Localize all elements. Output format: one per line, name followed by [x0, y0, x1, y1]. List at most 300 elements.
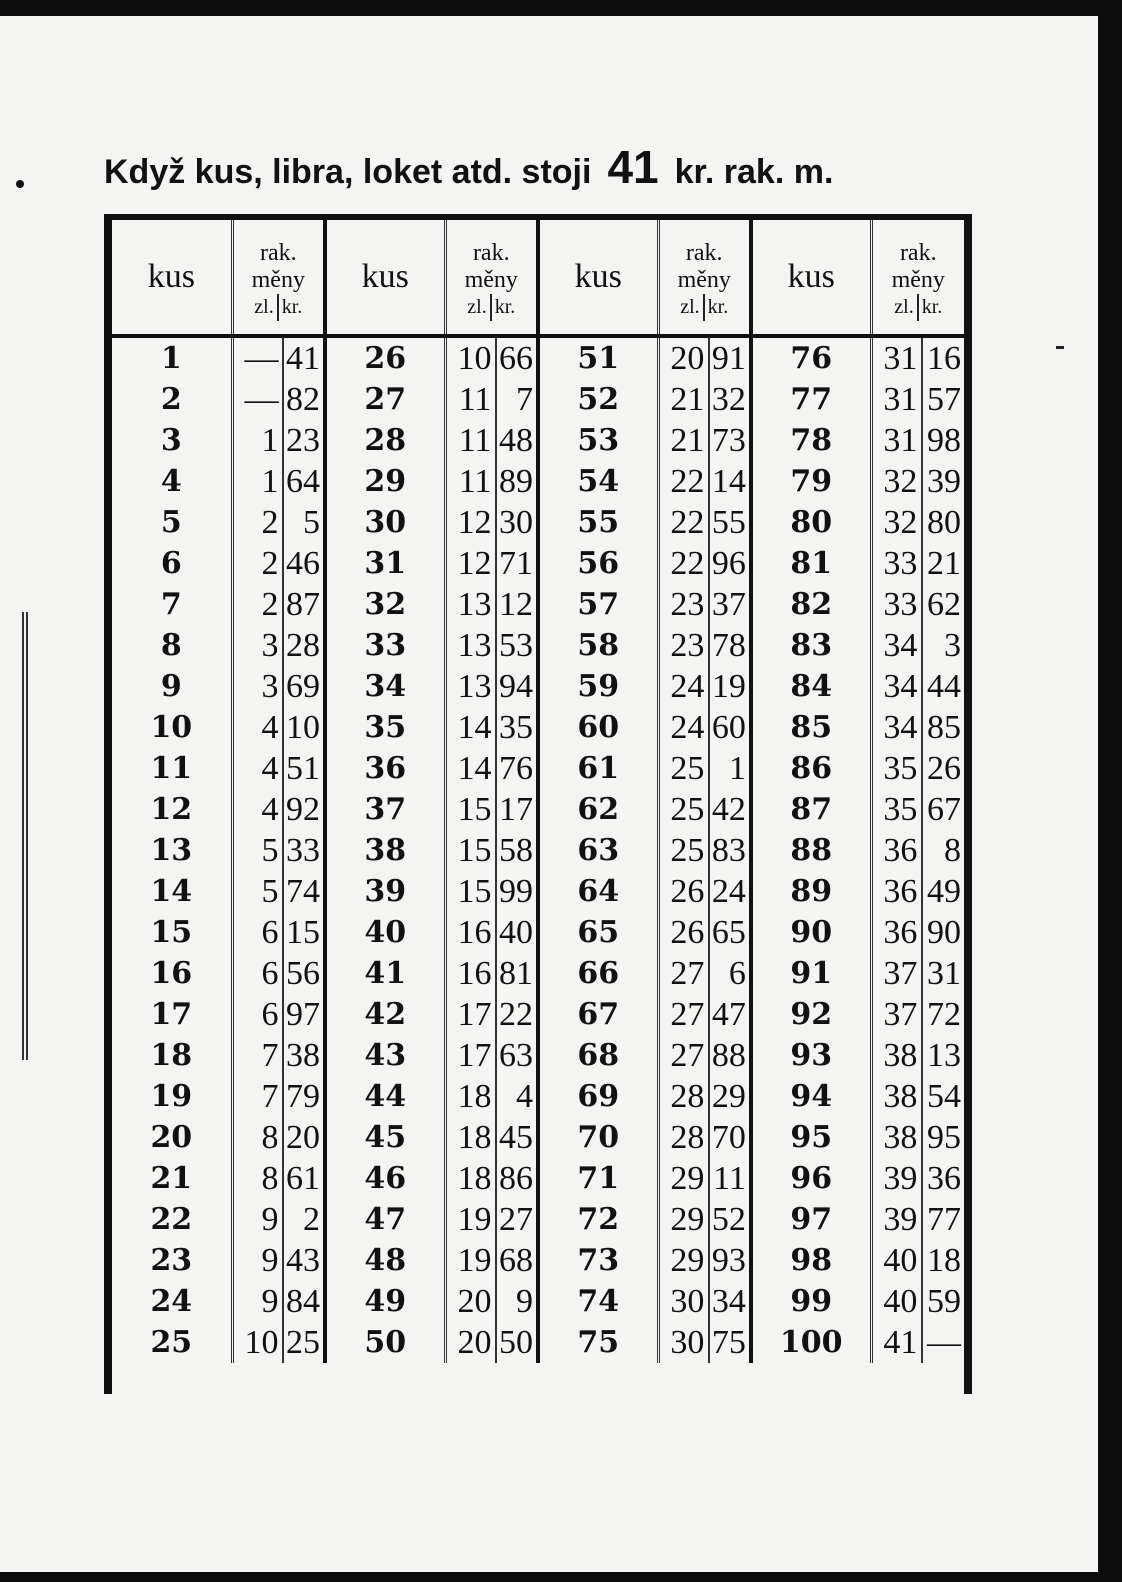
zl-cell: 6 — [232, 994, 283, 1035]
zl-cell: 29 — [658, 1240, 709, 1281]
quantity-cell: 86 — [790, 751, 833, 786]
zl-cell: 27 — [658, 953, 709, 994]
header-kus: kus — [538, 220, 658, 336]
zl-cell: 27 — [658, 1035, 709, 1076]
zl-cell: 21 — [658, 379, 709, 420]
quantity-cell: 20 — [150, 1120, 193, 1155]
quantity-cell: 6 — [160, 546, 182, 581]
zl-cell: 24 — [658, 707, 709, 748]
kr-cell: 30 — [496, 502, 538, 543]
quantity-cell: 40 — [364, 915, 407, 950]
page-title — [104, 140, 984, 192]
kr-cell: 68 — [496, 1240, 538, 1281]
kr-cell: 20 — [283, 1117, 325, 1158]
kr-cell: 92 — [283, 789, 325, 830]
kr-cell: 98 — [922, 420, 964, 461]
kr-cell: 69 — [283, 666, 325, 707]
quantity-cell: 55 — [577, 505, 620, 540]
zl-cell: 28 — [658, 1076, 709, 1117]
header-units — [660, 294, 749, 321]
quantity-cell: 89 — [790, 874, 833, 909]
kr-cell: 78 — [709, 625, 751, 666]
zl-cell: — — [232, 379, 283, 420]
kr-cell: 2 — [283, 1199, 325, 1240]
zl-cell: 18 — [445, 1117, 496, 1158]
zl-cell: 3 — [232, 666, 283, 707]
kr-cell: 94 — [496, 666, 538, 707]
kr-cell: 19 — [709, 666, 751, 707]
zl-cell: 35 — [871, 789, 922, 830]
quantity-cell: 82 — [790, 587, 833, 622]
kr-cell: 59 — [922, 1281, 964, 1322]
title-text-after: kr. rak. m. — [674, 153, 834, 191]
zl-cell: 37 — [871, 953, 922, 994]
zl-cell: 10 — [232, 1322, 283, 1363]
quantity-cell: 100 — [779, 1325, 843, 1360]
quantity-cell: 63 — [577, 833, 620, 868]
quantity-cell: 81 — [790, 546, 833, 581]
kr-cell: 80 — [922, 502, 964, 543]
kr-cell: 86 — [496, 1158, 538, 1199]
kr-cell: 63 — [496, 1035, 538, 1076]
quantity-cell: 12 — [150, 792, 193, 827]
header-meny: měny — [891, 266, 945, 293]
quantity-cell: 87 — [790, 792, 833, 827]
zl-cell: 6 — [232, 912, 283, 953]
table-row — [112, 789, 964, 830]
zl-cell: 34 — [871, 707, 922, 748]
quantity-cell: 79 — [790, 464, 833, 499]
kr-cell: 90 — [922, 912, 964, 953]
table-row — [112, 748, 964, 789]
kr-cell: 70 — [709, 1117, 751, 1158]
table-row — [112, 379, 964, 420]
zl-cell: 22 — [658, 502, 709, 543]
quantity-cell: 2 — [160, 382, 182, 417]
zl-cell: 9 — [232, 1281, 283, 1322]
kr-cell: 3 — [922, 625, 964, 666]
quantity-cell: 26 — [364, 341, 407, 376]
kr-cell: 84 — [283, 1281, 325, 1322]
kr-cell: 1 — [709, 748, 751, 789]
kr-cell: 56 — [283, 953, 325, 994]
zl-cell: 12 — [445, 543, 496, 584]
header-kr: kr. — [494, 295, 516, 318]
header-rak: rak. — [472, 239, 510, 266]
kr-cell: 55 — [709, 502, 751, 543]
kr-cell: 9 — [496, 1281, 538, 1322]
zl-cell: 28 — [658, 1117, 709, 1158]
kr-cell: 14 — [709, 461, 751, 502]
zl-cell: 18 — [445, 1076, 496, 1117]
kr-cell: 8 — [922, 830, 964, 871]
quantity-cell: 77 — [790, 382, 833, 417]
table-row — [112, 461, 964, 502]
kr-cell: 50 — [496, 1322, 538, 1363]
header-meny: měny — [677, 266, 731, 293]
zl-cell: 1 — [232, 420, 283, 461]
zl-cell: 39 — [871, 1158, 922, 1199]
zl-cell: 15 — [445, 789, 496, 830]
quantity-cell: 68 — [577, 1038, 620, 1073]
kr-cell: 53 — [496, 625, 538, 666]
kr-cell: 64 — [283, 461, 325, 502]
title-price: 41 — [607, 141, 659, 193]
quantity-cell: 85 — [790, 710, 833, 745]
zl-cell: 36 — [871, 871, 922, 912]
kr-cell: 61 — [283, 1158, 325, 1199]
quantity-cell: 64 — [577, 874, 620, 909]
quantity-cell: 96 — [790, 1161, 833, 1196]
kr-cell: 25 — [283, 1322, 325, 1363]
zl-cell: 40 — [871, 1281, 922, 1322]
quantity-cell: 80 — [790, 505, 833, 540]
quantity-cell: 5 — [160, 505, 182, 540]
quantity-cell: 38 — [364, 833, 407, 868]
quantity-cell: 62 — [577, 792, 620, 827]
zl-cell: 25 — [658, 789, 709, 830]
quantity-cell: 47 — [364, 1202, 407, 1237]
quantity-cell: 23 — [150, 1243, 193, 1278]
quantity-cell: 9 — [160, 669, 182, 704]
kr-cell: 83 — [709, 830, 751, 871]
zl-cell: 34 — [871, 625, 922, 666]
quantity-cell: 75 — [577, 1325, 620, 1360]
table-row — [112, 502, 964, 543]
zl-cell: 23 — [658, 625, 709, 666]
kr-cell: 24 — [709, 871, 751, 912]
quantity-cell: 72 — [577, 1202, 620, 1237]
kr-cell: 57 — [922, 379, 964, 420]
zl-cell: 35 — [871, 748, 922, 789]
scan-border-right — [1098, 0, 1122, 1582]
quantity-cell: 69 — [577, 1079, 620, 1114]
zl-cell: 32 — [871, 502, 922, 543]
table-row — [112, 666, 964, 707]
table-row — [112, 625, 964, 666]
quantity-cell: 59 — [577, 669, 620, 704]
zl-cell: 22 — [658, 543, 709, 584]
zl-cell: 16 — [445, 912, 496, 953]
zl-cell: 34 — [871, 666, 922, 707]
zl-cell: 20 — [658, 336, 709, 379]
margin-dot — [16, 180, 24, 188]
kr-cell: 87 — [283, 584, 325, 625]
kr-cell: 65 — [709, 912, 751, 953]
quantity-cell: 60 — [577, 710, 620, 745]
table-row — [112, 707, 964, 748]
quantity-cell: 51 — [577, 341, 620, 376]
zl-cell: 16 — [445, 953, 496, 994]
quantity-cell: 76 — [790, 341, 833, 376]
quantity-cell: 93 — [790, 1038, 833, 1073]
quantity-cell: 1 — [160, 341, 182, 376]
zl-cell: 40 — [871, 1240, 922, 1281]
zl-cell: 4 — [232, 707, 283, 748]
zl-cell: 19 — [445, 1240, 496, 1281]
price-table — [112, 220, 964, 1363]
zl-cell: 3 — [232, 625, 283, 666]
zl-cell: 1 — [232, 461, 283, 502]
quantity-cell: 65 — [577, 915, 620, 950]
quantity-cell: 71 — [577, 1161, 620, 1196]
quantity-cell: 24 — [150, 1284, 193, 1319]
quantity-cell: 15 — [150, 915, 193, 950]
kr-cell: 48 — [496, 420, 538, 461]
zl-cell: 8 — [232, 1158, 283, 1199]
zl-cell: 36 — [871, 912, 922, 953]
zl-cell: 9 — [232, 1240, 283, 1281]
kr-cell: 13 — [922, 1035, 964, 1076]
quantity-cell: 74 — [577, 1284, 620, 1319]
header-kus: kus — [751, 220, 871, 336]
zl-cell: 25 — [658, 830, 709, 871]
margin-bracket — [22, 612, 28, 1060]
kr-cell: 72 — [922, 994, 964, 1035]
zl-cell: 5 — [232, 871, 283, 912]
quantity-cell: 18 — [150, 1038, 193, 1073]
header-kus: kus — [325, 220, 445, 336]
table-row — [112, 1240, 964, 1281]
quantity-cell: 84 — [790, 669, 833, 704]
table-row — [112, 912, 964, 953]
kr-cell: 12 — [496, 584, 538, 625]
quantity-cell: 52 — [577, 382, 620, 417]
zl-cell: 13 — [445, 584, 496, 625]
quantity-cell: 49 — [364, 1284, 407, 1319]
quantity-cell: 98 — [790, 1243, 833, 1278]
quantity-cell: 3 — [160, 423, 182, 458]
quantity-cell: 70 — [577, 1120, 620, 1155]
kr-cell: 4 — [496, 1076, 538, 1117]
kr-cell: 95 — [922, 1117, 964, 1158]
zl-cell: 6 — [232, 953, 283, 994]
zl-cell: 15 — [445, 871, 496, 912]
quantity-cell: 91 — [790, 956, 833, 991]
zl-cell: 29 — [658, 1199, 709, 1240]
quantity-cell: 37 — [364, 792, 407, 827]
zl-cell: 20 — [445, 1281, 496, 1322]
zl-cell: 26 — [658, 912, 709, 953]
kr-cell: 41 — [283, 336, 325, 379]
zl-cell: 33 — [871, 584, 922, 625]
header-kr: kr. — [281, 295, 303, 318]
quantity-cell: 99 — [790, 1284, 833, 1319]
zl-cell: 7 — [232, 1035, 283, 1076]
kr-cell: 33 — [283, 830, 325, 871]
kr-cell: 93 — [709, 1240, 751, 1281]
kr-cell: 54 — [922, 1076, 964, 1117]
quantity-cell: 45 — [364, 1120, 407, 1155]
kr-cell: 22 — [496, 994, 538, 1035]
header-meny: měny — [251, 266, 305, 293]
zl-cell: 19 — [445, 1199, 496, 1240]
zl-cell: 18 — [445, 1158, 496, 1199]
kr-cell: 74 — [283, 871, 325, 912]
kr-cell: 81 — [496, 953, 538, 994]
quantity-cell: 97 — [790, 1202, 833, 1237]
zl-cell: 2 — [232, 543, 283, 584]
kr-cell: 40 — [496, 912, 538, 953]
kr-cell: 23 — [283, 420, 325, 461]
header-meny: měny — [464, 266, 518, 293]
kr-cell: 49 — [922, 871, 964, 912]
header-rak: rak. — [685, 239, 723, 266]
kr-cell: 10 — [283, 707, 325, 748]
kr-cell: 79 — [283, 1076, 325, 1117]
zl-cell: 10 — [445, 336, 496, 379]
quantity-cell: 44 — [364, 1079, 407, 1114]
margin-dash — [1056, 346, 1064, 349]
kr-cell: 67 — [922, 789, 964, 830]
quantity-cell: 88 — [790, 833, 833, 868]
kr-cell: 42 — [709, 789, 751, 830]
header-zl: zl. — [677, 294, 704, 321]
quantity-cell: 61 — [577, 751, 620, 786]
quantity-cell: 16 — [150, 956, 193, 991]
zl-cell: 17 — [445, 994, 496, 1035]
kr-cell: 60 — [709, 707, 751, 748]
quantity-cell: 73 — [577, 1243, 620, 1278]
table-row — [112, 953, 964, 994]
quantity-cell: 21 — [150, 1161, 193, 1196]
zl-cell: 39 — [871, 1199, 922, 1240]
quantity-cell: 39 — [364, 874, 407, 909]
kr-cell: 96 — [709, 543, 751, 584]
kr-cell: 62 — [922, 584, 964, 625]
quantity-cell: 13 — [150, 833, 193, 868]
header-rak: rak. — [899, 239, 937, 266]
kr-cell: 44 — [922, 666, 964, 707]
zl-cell: 38 — [871, 1076, 922, 1117]
zl-cell: — — [232, 336, 283, 379]
kr-cell: 91 — [709, 336, 751, 379]
kr-cell: 34 — [709, 1281, 751, 1322]
zl-cell: 31 — [871, 379, 922, 420]
kr-cell: 29 — [709, 1076, 751, 1117]
table-row — [112, 543, 964, 584]
zl-cell: 31 — [871, 336, 922, 379]
header-currency — [658, 220, 751, 336]
zl-cell: 4 — [232, 748, 283, 789]
price-table-frame — [104, 214, 972, 1394]
zl-cell: 37 — [871, 994, 922, 1035]
zl-cell: 17 — [445, 1035, 496, 1076]
zl-cell: 9 — [232, 1199, 283, 1240]
quantity-cell: 8 — [160, 628, 182, 663]
quantity-cell: 57 — [577, 587, 620, 622]
zl-cell: 11 — [445, 379, 496, 420]
zl-cell: 15 — [445, 830, 496, 871]
zl-cell: 22 — [658, 461, 709, 502]
quantity-cell: 83 — [790, 628, 833, 663]
table-row — [112, 1281, 964, 1322]
zl-cell: 27 — [658, 994, 709, 1035]
quantity-cell: 94 — [790, 1079, 833, 1114]
table-row — [112, 994, 964, 1035]
kr-cell: 45 — [496, 1117, 538, 1158]
kr-cell: 47 — [709, 994, 751, 1035]
table-row — [112, 1035, 964, 1076]
quantity-cell: 92 — [790, 997, 833, 1032]
zl-cell: 36 — [871, 830, 922, 871]
kr-cell: 43 — [283, 1240, 325, 1281]
zl-cell: 38 — [871, 1035, 922, 1076]
kr-cell: 31 — [922, 953, 964, 994]
kr-cell: 71 — [496, 543, 538, 584]
kr-cell: 39 — [922, 461, 964, 502]
quantity-cell: 7 — [160, 587, 182, 622]
header-units — [234, 294, 323, 321]
quantity-cell: 32 — [364, 587, 407, 622]
header-units — [873, 294, 964, 321]
quantity-cell: 33 — [364, 628, 407, 663]
zl-cell: 30 — [658, 1281, 709, 1322]
header-currency — [445, 220, 538, 336]
scan-border-bottom — [0, 1572, 1122, 1582]
header-zl: zl. — [464, 294, 491, 321]
quantity-cell: 14 — [150, 874, 193, 909]
kr-cell: 75 — [709, 1322, 751, 1363]
quantity-cell: 67 — [577, 997, 620, 1032]
zl-cell: 31 — [871, 420, 922, 461]
zl-cell: 24 — [658, 666, 709, 707]
table-row — [112, 1158, 964, 1199]
quantity-cell: 4 — [160, 464, 182, 499]
header-kus: kus — [112, 220, 232, 336]
kr-cell: 38 — [283, 1035, 325, 1076]
zl-cell: 25 — [658, 748, 709, 789]
kr-cell: 32 — [709, 379, 751, 420]
quantity-cell: 35 — [364, 710, 407, 745]
zl-cell: 4 — [232, 789, 283, 830]
quantity-cell: 30 — [364, 505, 407, 540]
kr-cell: — — [922, 1322, 964, 1363]
header-rak: rak. — [259, 239, 297, 266]
header-kr: kr. — [707, 295, 729, 318]
zl-cell: 23 — [658, 584, 709, 625]
header-zl: zl. — [251, 294, 278, 321]
zl-cell: 38 — [871, 1117, 922, 1158]
zl-cell: 30 — [658, 1322, 709, 1363]
kr-cell: 66 — [496, 336, 538, 379]
quantity-cell: 66 — [577, 956, 620, 991]
table-row — [112, 830, 964, 871]
zl-cell: 2 — [232, 584, 283, 625]
kr-cell: 89 — [496, 461, 538, 502]
kr-cell: 18 — [922, 1240, 964, 1281]
kr-cell: 76 — [496, 748, 538, 789]
quantity-cell: 27 — [364, 382, 407, 417]
table-row — [112, 871, 964, 912]
quantity-cell: 90 — [790, 915, 833, 950]
table-body — [112, 336, 964, 1363]
quantity-cell: 34 — [364, 669, 407, 704]
quantity-cell: 28 — [364, 423, 407, 458]
quantity-cell: 22 — [150, 1202, 193, 1237]
kr-cell: 15 — [283, 912, 325, 953]
zl-cell: 11 — [445, 461, 496, 502]
zl-cell: 13 — [445, 625, 496, 666]
kr-cell: 11 — [709, 1158, 751, 1199]
zl-cell: 8 — [232, 1117, 283, 1158]
zl-cell: 21 — [658, 420, 709, 461]
zl-cell: 33 — [871, 543, 922, 584]
kr-cell: 36 — [922, 1158, 964, 1199]
quantity-cell: 36 — [364, 751, 407, 786]
quantity-cell: 58 — [577, 628, 620, 663]
table-row — [112, 584, 964, 625]
